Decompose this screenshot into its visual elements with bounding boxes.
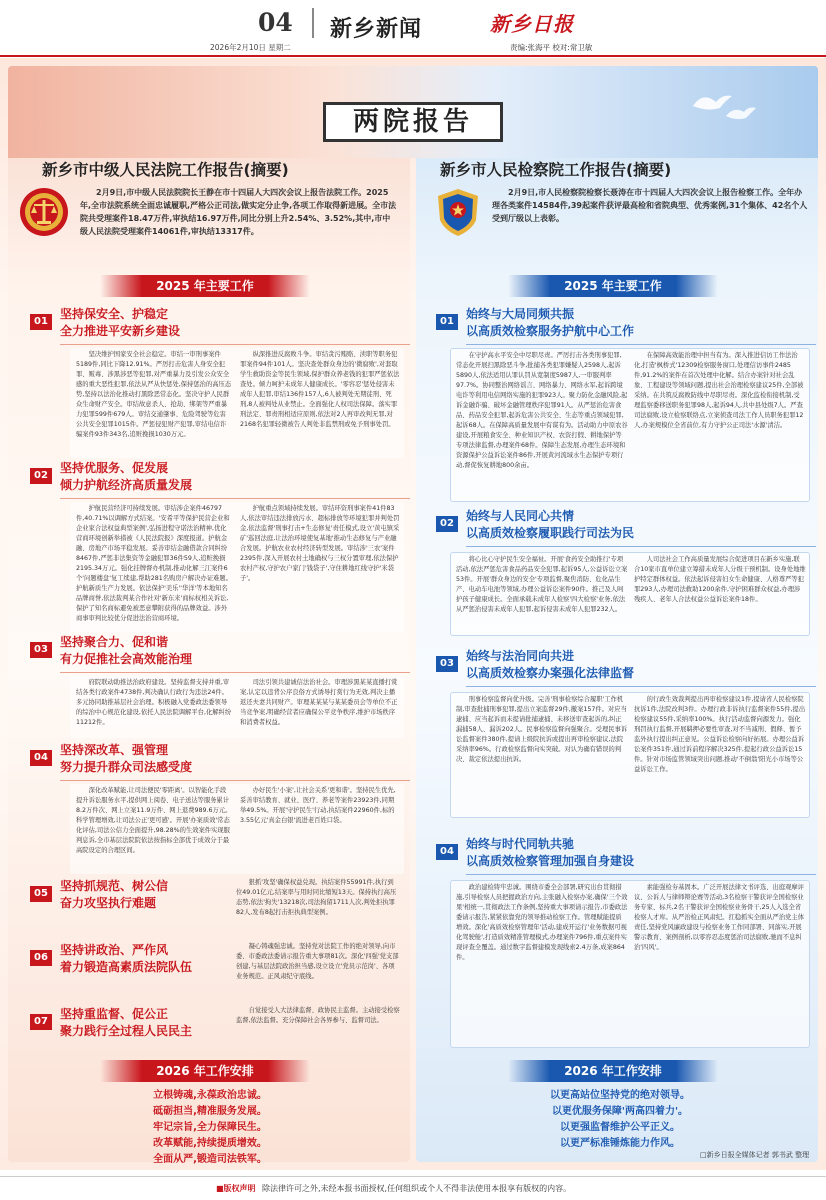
court-intro: 2月9日,市中级人民法院院长王静在市十四届人大四次会议上报告法院工作。2025年,全市法院系统全面忠诚履职,严格公正司法,做实定分止争,各项工作取得新进展。全市法院共受理案件18.47万件,审执结16.97万件,同比分别上升2.54%、3.52%,其中,市中级人民法院受理案件14061件,审执结13317件。 <box>80 188 397 236</box>
reporter-credit: □新乡日报全媒体记者 郭书武 整理 <box>700 1151 810 1159</box>
procuratorate-section-04 <box>436 836 816 876</box>
court-section-02 <box>30 460 410 500</box>
court-plan-list <box>60 1088 360 1168</box>
procuratorate-section-02 <box>436 508 816 548</box>
copyright-text: 除法律许可之外,未经本报书面授权,任何组织或个人不得非法使用本报享有版权的内容。 <box>262 1184 572 1193</box>
procuratorate-section-03 <box>436 648 816 688</box>
section-rule <box>466 686 816 687</box>
court-year-banner: 2025 年主要工作 <box>100 275 310 297</box>
court-section-01-text-left: 坚决维护国家安全社会稳定。审结一审刑事案件5189件,同比下降12.91%。严厉打击危害人身安全犯罪、贩毒、涉黑涉恶等犯罪,对严重暴力及引发公众安全感的重大恶性犯罪,依法从严从快惩处,保持惩治的高压态势,坚持以法治化推动打黑除恶常态化。坚决守护人民群众生命财产安全。审结故意杀人、抢劫、绑架等严重暴力犯罪599件679人。审结交通肇事、危险驾驶等危害公共安全犯罪1015件。严惩侵犯财产犯罪,审结电信诈骗案件93件343名,追赃挽损1030万元。 <box>76 351 232 438</box>
court-section-07-text: 自觉接受人大法律监督、政协民主监督。主动接受检察监督,依法监督。充分保障社会各界参与、监督司法。 <box>236 1007 400 1024</box>
issue-date: 2026年2月10日 星期二 <box>210 43 291 52</box>
section-title: 坚持讲政治、严作风 着力锻造高素质法院队伍 <box>60 943 193 974</box>
section-title: 坚持抓规范、树公信 奋力攻坚执行难题 <box>60 879 169 910</box>
section-title: 始终与法治同向共进 以高质效检察办案强化法律监督 <box>466 649 635 680</box>
court-plan-item: 砥砺担当,精准服务发展。 <box>153 1106 267 1117</box>
editor-credits: 责编:张海平 校对:常卫敏 <box>510 43 593 52</box>
procuratorate-plan-banner: 2026 年工作安排 <box>508 1060 718 1082</box>
procuratorate-section-04-text-left: 政治建检铸牢忠诚。围绕市委全会部署,研究出台贯彻措施,引导检察人员把握政治方向,主张融入检察办案,确保'三个效果'相统一,贯彻政法工作条例,坚持重大事项请示报告,市委政法委请示报告,紧紧依靠党的领导推动检察工作。管理赋能提质增效。深化'高质效检察管理年'活动,建成开运行'业务数据可视化驾驶舱',打造质效精准管理模式,办理案件796件,重点案件实现评查全覆盖。通过数字监督建模发现线索2.4万条,成案864件。 <box>456 884 628 961</box>
procuratorate-report-heading: 新乡市人民检察院工作报告(摘要) <box>440 161 672 179</box>
masthead-divider <box>312 8 314 38</box>
court-plan-item: 立根铸魂,永葆政治忠诚。 <box>153 1090 267 1101</box>
court-report-heading: 新乡市中级人民法院工作报告(摘要) <box>42 161 289 179</box>
section-rule <box>466 344 816 345</box>
procuratorate-section-01 <box>436 306 816 346</box>
procuratorate-section-04-text-right: 素能强检夯基固本。广泛开展法律文书评选、出庭观摩评议、公诉人与律师辩论赛等活动,3名检察干警获评全国检察业务专家、标兵,2名干警获评全国检察业务骨干,25人入选全省检察人才库。从严治检正风肃纪。扛稳抓实全面从严治党主体责任,坚持党风廉政建设与检察业务工作同部署、同落实,开展警示教育、案例剖析,以零容忍态度惩治司法腐败,驰而不息纠治'四风'。 <box>634 884 805 951</box>
section-number: 02 <box>30 468 52 484</box>
section-number: 04 <box>436 844 458 860</box>
page-title: 两院报告 <box>323 102 503 142</box>
section-title: 坚持重监督、促公正 聚力践行全过程人民民主 <box>60 1007 193 1038</box>
court-section-04-text-left: 深化改革赋能,让司法便民'零距离'。以智能化手段提升诉讼服务水平,提供网上阅卷、电子送达等服务累计8.2万件次、网上立案11.9万件、网上退费989.6万元。科学管理增效,让司法公正'更可感'。开展'办案质效'常态化评估,司法公信力全面提升,98.28%的生效案件实现服判息诉,全市基层法院院依法按指标全部优于成效分于最高院设定的合理区间。 <box>76 787 232 854</box>
procuratorate-section-02-text-right: 人司法社会工作高质量发展综合促进项目在新乡实施,联合10家市直单位建立筹措未成年人分级干预机制。设身处地维护特定群体权益。依法起诉侵害妇女生命健康、人格尊严等犯罪293人,办理司法救助1200余件,守护困难群众权益,办理涉残疾人、老年人合法权益公益诉讼案件18件。 <box>634 556 806 603</box>
procuratorate-section-01-text-right: 在保障高效能治理中担当有为。深入推进信访工作法治化,打造'枫桥式'12309检察服务窗口,处理信访事件2485件,91.2%的案件在首次处理中化解。结合办案针对社会乱象、工程建设等领域问题,提出社会治理检察建议25件,全部被采纳。在共筑反腐败防线中尽职尽责。深化监检衔接机制,受理监察委移送职务犯罪98人,起诉94人,共中县处级7人。严查司法腐败,设立检察联络点,立案侦查司法工作人员职务犯罪12人,办案规模位全省前位,有力守护公正司法'水源'清洁。 <box>634 352 804 429</box>
section-number: 03 <box>436 656 458 672</box>
court-section-04 <box>30 742 410 782</box>
section-number: 01 <box>436 314 458 330</box>
court-plan-item: 改革赋能,持续提质增效。 <box>153 1138 267 1149</box>
page-content <box>0 58 826 1170</box>
court-section-03-text-right: 司法引领共建诚信法治社会。审理涉黑某某直播打赏案,认定以违背公序良俗方式诱导打赏行为无效,判决主播返还夫妻共同财产。审理某某某与某某委员会等单位不正当竞争案,明确经营者应确保公平竞争秩序,维护市场秩序和消费者权益。 <box>240 679 398 726</box>
section-rule <box>60 344 410 345</box>
section-title: 坚持深改革、强管理 努力提升群众司法感受度 <box>60 743 193 774</box>
procuratorate-emblem-icon <box>432 186 484 238</box>
court-section-06-text: 凝心铸魂强忠诚。坚持党对法院工作的绝对领导,向市委、市委政法委请示报告重大事项81次。深化'四强'党支部创建,与基层法院政治担当感,设立设立'党员示范岗'、各项业务规范。正风肃纪守底线。 <box>236 943 399 980</box>
copyright-footer <box>0 1176 826 1200</box>
procuratorate-plan-list <box>470 1088 770 1152</box>
section-title: 坚持保安全、护稳定 全力推进平安新乡建设 <box>60 307 181 338</box>
section-number: 02 <box>436 516 458 532</box>
section-number: 01 <box>30 314 52 330</box>
section-name: 新乡新闻 <box>330 17 423 42</box>
section-rule <box>466 874 816 875</box>
section-title: 始终与大局同频共振 以高质效检察服务护航中心工作 <box>466 307 635 338</box>
court-plan-item: 全面从严,锻造司法铁军。 <box>153 1154 267 1165</box>
section-number: 04 <box>30 750 52 766</box>
section-rule <box>60 780 410 781</box>
section-title: 坚持优服务、促发展 倾力护航经济高质量发展 <box>60 461 193 492</box>
masthead-rule <box>0 55 826 57</box>
procuratorate-section-01-text-left: 在守护高水平安全中尽职尽责。严厉打击各类刑事犯罪,常态化开展扫黑除恶斗争,批捕各类犯罪嫌疑人2598人,起诉5890人,依法适用认罪认罚从宽制度5987人,一审服判率97.7%。协同整治网络谣言、网络暴力、网络水军,起诉跨境电诈等利用电信网络实施的犯罪923人。聚力防化金融风险,起诉金融诈骗、破坏金融管理秩序犯罪91人。从严惩治危害食品、药品安全犯罪,起诉危害公共安全、生态等重点领域犯罪,起诉68人。在保障高质量发展中有谋有为。活动助力中原农谷建设,开展粮食安全、种业知识产权、农资打假、耕地保护等专项法律监督,办理案件68件。保障生态发展,办理生态环境和资源保护公益诉讼案件86件,开展黄河流域水生态保护专项行动,督促恢复耕地800余亩。 <box>456 352 628 469</box>
procuratorate-plan-item: 以更强监督维护公平正义。 <box>560 1122 680 1133</box>
court-section-01 <box>30 306 410 346</box>
court-section-02-text-left: 护航民营经济可持续发展。审结涉企案件46797件,40.71%以调解方式结案。'安希平等保护民营企业和企业家合法权益典型案例',弘扬进程守诺法治精神,优化营商环境创新举措被《人民法院报》深度报道。护航金融、房地产市场平稳发展。妥善审结金融借款合同纠纷8467件,严惩非法集资等金融犯罪36件59人,追赃挽损2195.34万元。强化挂牌督办机制,推动化解三江案件6个'问题楼盘'复工续建,帮助281名购房户解决办证难题。护航新质生产力发展。依法保护'美乐''华洋'等本地知名品牌商誉,依法裁判某合作社对'新东来'商标权相关诉讼,保护了知名商标避免被恶意攀附获得的品牌效益。涉外商事审判比较优分促进法治营商环境。 <box>76 505 232 622</box>
section-title: 始终与时代同轨共驰 以高质效检察管理加强自身建设 <box>466 837 635 868</box>
procuratorate-plan-item: 以更严标准锤炼能力作风。 <box>560 1138 680 1149</box>
page-number: 04 <box>258 8 293 37</box>
masthead <box>0 0 826 58</box>
court-section-01-text-right: 纵深推进反腐败斗争。审结贪污贿赂、渎职等职务犯罪案件94件101人。坚决查处群众身边的'微腐败',对套取学生救助资金等民生领域,保护群众养老钱的犯罪严惩依法查处。倾力呵护未成年人健康成长。'零容忍'惩处侵害未成年人犯罪,审结136件157人,6人被判处无期徒刑、死刑,8人被判处从业禁止。全面强化人权司法保障。落实罪刑法定、罪责刑相适应原则,依法对2人再审改判无罪,对2168名犯罪轻微被告人判处非监禁刑或免予刑事处罚。 <box>240 351 400 428</box>
section-number: 06 <box>30 950 52 966</box>
court-section-04-text-right: 办好民生'小案',让社会关系'更和谐'。坚持民生优先,妥善审结教育、就业、医疗、养老等案件23923件,同期举49.5%。开展'守护民生'行动,执结案件22960件,标的3.55亿元'真金白银'流进老百姓口袋。 <box>240 787 396 824</box>
procuratorate-section-03-text-right: 的行政生效裁判提出再审检察建议1件,提请省人民检察院抗诉1件,法院改判3件。办理行政非诉执行监督案件55件,提出检察建议55件,采纳率100%。执行活动监督向源发力。强化刑罚执行监督,开展羁押必要性审查,对不当减刑、假释、暂予监外执行提出纠正意见。公益诉讼检察向好拓展。办理公益诉讼案件351件,通过诉前程序解决325件,提起行政公益诉讼15件。针对市场监管领域突出问题,推动'不倒翁'阳光小市场等公益诉讼工作。 <box>634 696 806 773</box>
procuratorate-section-02-text-left: 将心比心守护民生安全福祉。开展'食药安全助推行'专项活动,依法严惩危害食品药品安全犯罪,起诉95人,公益诉讼立案53件。开展'群众身边的安全'专项监督,聚焦消防、危化品生产、电动车电池等领域,办理公益诉讼案件90件。推己及人呵护孩子健康成长。全面承载未成年人检察'四大检察'业务,依法从严惩治侵害未成年人犯罪,起诉侵害未成年人犯罪232人。 <box>456 556 628 613</box>
section-title: 坚持聚合力、促和谐 有力促推社会高效能治理 <box>60 635 193 666</box>
newspaper-logo: 新乡日报 <box>490 12 574 36</box>
court-section-03 <box>30 634 410 674</box>
court-section-02-text-right: 护航重点领域持续发展。审结环资刑事案件41件83人,依法审结违法排放污水、超标排放等环境犯罪并判处罚金,依法监督'刑事打击+生态修复'责任模式,设立'黄屯镇采矿'巡回法庭,让法治环境使复基地'推动生态修复与产业融合发展。护航农业农村经济转型发展。审结涉'三农'案件2395件,深入开展农村土地确权与三权分置审理,依法保护农村产权,守护农户家门'钱袋子',守住耕地红线守护'米袋子'。 <box>240 505 400 582</box>
section-rule <box>60 672 410 673</box>
procuratorate-year-banner: 2025 年主要工作 <box>508 275 718 297</box>
copyright-label: ■版权声明 <box>216 1184 256 1193</box>
procuratorate-section-03-text-left: 刑事检察监督向优升级。完善'刑事检察综合履职'工作机制,审查批捕刑事犯罪,提出立案监督29件,撤案157件。对应当逮捕、应当起诉而未提请批捕逮捕、未移送审查起诉的,纠正漏捕58人、漏诉202人。民事检察监督向强聚合。受理民事诉讼监督案件380件,提请上级院抗诉或提出再审检察建议,法院采纳率96%。行政检察监督向实突破。对认为确有错误的判决、裁定依法提出抗诉。 <box>456 696 628 763</box>
court-section-03-text-left: 府院联动助推法治政府建设。坚持监督支持并重,审结各类行政案件4738件,判决确认行政行为违法24件。多元协同助推基层社会治理。积极融入党委政法委领导的综治中心规范化建设,依托人民法院调解平台,化解纠纷11212件。 <box>76 679 232 726</box>
court-section-05-text: 狠抓'攻坚'确保权益兑现。执结案件55991件,执行到位49.01亿元,结案率与用时同比缩短13天。保持执行高压态势,依法'拘失'13218次,司法拘留1711人次,判处拒执罪82人,发布8起打击拒执典型案例。 <box>236 879 397 916</box>
procuratorate-plan-item: 以更优服务保障'两高四着力'。 <box>551 1106 689 1117</box>
section-title: 始终与人民同心共情 以高质效检察履职践行司法为民 <box>466 509 635 540</box>
procuratorate-intro: 2月9日,市人民检察院检察长聂涛在市十四届人大四次会议上报告检察工作。全年办理各类案件14584件,39起案件获评最高检和省院典型、优秀案例,31个集体、42名个人受到厅级以上表彰。 <box>492 188 808 223</box>
section-rule <box>466 546 816 547</box>
section-number: 05 <box>30 886 52 902</box>
court-emblem-icon <box>18 186 70 238</box>
section-number: 07 <box>30 1014 52 1030</box>
section-rule <box>60 498 410 499</box>
procuratorate-plan-item: 以更高站位坚持党的绝对领导。 <box>550 1090 690 1101</box>
doves-icon <box>688 86 758 126</box>
section-number: 03 <box>30 642 52 658</box>
court-plan-item: 牢记宗旨,全力保障民生。 <box>153 1122 267 1133</box>
court-plan-banner: 2026 年工作安排 <box>100 1060 310 1082</box>
